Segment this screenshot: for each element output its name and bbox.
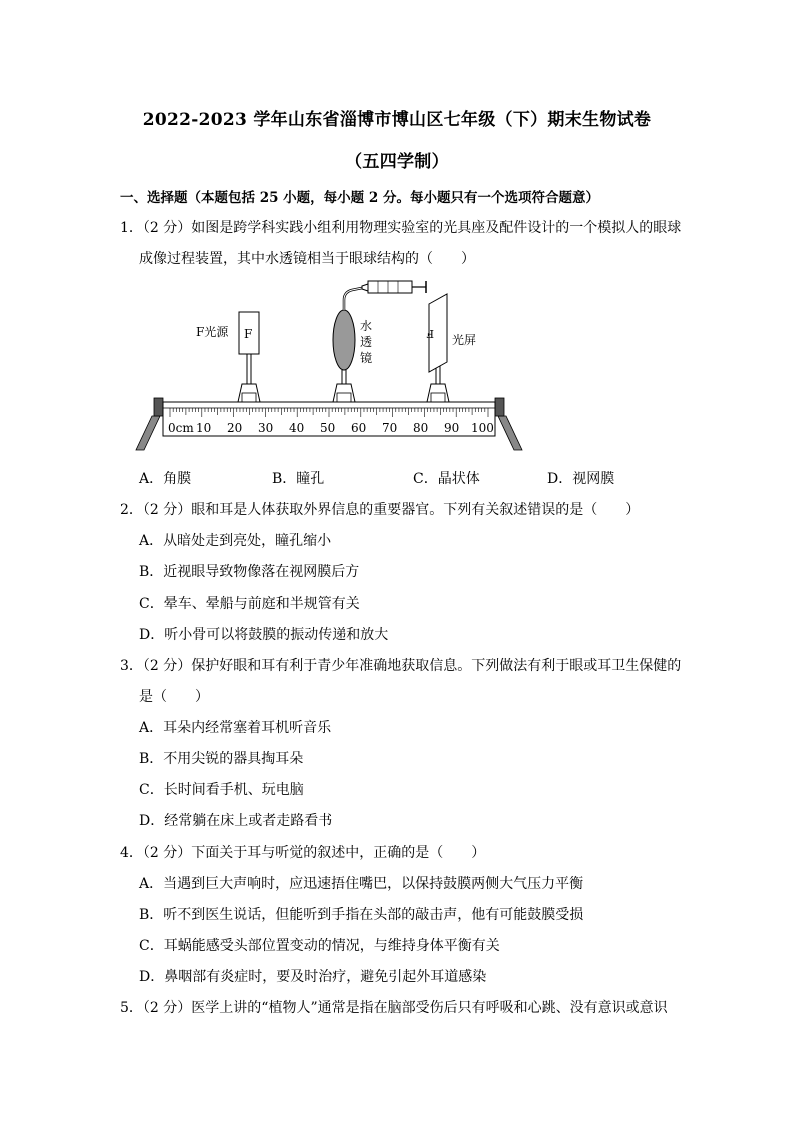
optical-bench-figure bbox=[130, 278, 530, 456]
bench-left-leg bbox=[136, 416, 160, 450]
option-d: D．经常躺在床上或者走路看书 bbox=[139, 813, 333, 829]
option-a: A．当遇到巨大声响时，应迅速捂住嘴巴，以保持鼓膜两侧大气压力平衡 bbox=[139, 876, 584, 892]
bench-right-end bbox=[495, 398, 504, 416]
exam-subtitle: （五四学制） bbox=[345, 152, 449, 172]
option-a: A．耳朵内经常塞着耳机听音乐 bbox=[139, 720, 332, 736]
question-3-line-2: 是（ ） bbox=[139, 689, 209, 705]
question-2-stem bbox=[120, 499, 639, 519]
exam-title: 2022-2023 学年山东省淄博市博山区七年级（下）期末生物试卷 bbox=[142, 110, 652, 130]
option-b: B．近视眼导致物像落在视网膜后方 bbox=[139, 564, 360, 580]
question-1-line-1 bbox=[120, 217, 681, 237]
scale-label-30: 30 bbox=[258, 421, 274, 435]
scale-label-100: 100 bbox=[471, 421, 494, 435]
screen-image-letter: F bbox=[426, 327, 434, 340]
section-heading: 一、选择题（本题包括 25 小题，每小题 2 分。每小题只有一个选项符合题意） bbox=[120, 190, 599, 206]
scale-label-50: 50 bbox=[320, 421, 336, 435]
lens-label-2: 透 bbox=[360, 335, 373, 349]
light-source-letter: F bbox=[244, 327, 253, 341]
scale-label-10: 10 bbox=[196, 421, 212, 435]
question-stem: 眼和耳是人体获取外界信息的重要器官。下列有关叙述错误的是（ ） bbox=[191, 502, 640, 518]
option-c: C．晕车、晕船与前庭和半规管有关 bbox=[139, 596, 360, 612]
question-number: 2． bbox=[120, 502, 143, 518]
scale-label-0: 0cm bbox=[168, 421, 194, 435]
question-4-stem bbox=[120, 842, 485, 862]
scale-label-80: 80 bbox=[413, 421, 429, 435]
question-score: （2 分） bbox=[142, 658, 192, 674]
question-1-line-2: 成像过程装置，其中水透镜相当于眼球结构的（ ） bbox=[139, 251, 475, 267]
question-stem: 医学上讲的“植物人”通常是指在脑部受伤后只有呼吸和心跳、没有意识或意识 bbox=[191, 1000, 668, 1016]
question-score: （2 分） bbox=[142, 1000, 192, 1016]
bench-left-end bbox=[154, 398, 163, 416]
lens-label-1: 水 bbox=[360, 319, 373, 333]
question-5-line-1 bbox=[120, 997, 668, 1017]
option-b: B．瞳孔 bbox=[272, 471, 325, 487]
question-score: （2 分） bbox=[142, 502, 192, 518]
lens-tube bbox=[344, 288, 362, 310]
option-d: D．听小骨可以将鼓膜的振动传递和放大 bbox=[139, 627, 389, 643]
question-score: （2 分） bbox=[142, 220, 192, 236]
syringe-barrel bbox=[368, 281, 412, 293]
question-number: 3． bbox=[120, 658, 143, 674]
option-a: A．角膜 bbox=[139, 471, 192, 487]
scale-label-60: 60 bbox=[351, 421, 367, 435]
question-3-line-1 bbox=[120, 655, 681, 675]
light-source-label: F光源 bbox=[196, 325, 229, 339]
lens-label-3: 镜 bbox=[360, 351, 373, 365]
scale-label-20: 20 bbox=[227, 421, 243, 435]
question-number: 5． bbox=[120, 1000, 143, 1016]
option-d: D．鼻咽部有炎症时，要及时治疗，避免引起外耳道感染 bbox=[139, 969, 487, 985]
question-stem: 下面关于耳与听觉的叙述中，正确的是（ ） bbox=[191, 845, 486, 861]
question-number: 1． bbox=[120, 220, 143, 236]
option-c: C．耳蜗能感受头部位置变动的情况，与维持身体平衡有关 bbox=[139, 938, 500, 954]
screen-label: 光屏 bbox=[452, 333, 477, 347]
scale-label-70: 70 bbox=[382, 421, 398, 435]
option-c: C．晶状体 bbox=[413, 471, 480, 487]
option-a: A．从暗处走到亮处，瞳孔缩小 bbox=[139, 533, 332, 549]
scale-label-90: 90 bbox=[444, 421, 460, 435]
question-stem: 如图是跨学科实践小组利用物理实验室的光具座及配件设计的一个模拟人的眼球 bbox=[191, 220, 682, 236]
question-score: （2 分） bbox=[142, 845, 192, 861]
option-d: D．视网膜 bbox=[547, 471, 615, 487]
option-b: B．听不到医生说话，但能听到手指在头部的敲击声，他有可能鼓膜受损 bbox=[139, 907, 584, 923]
scale-label-40: 40 bbox=[289, 421, 305, 435]
option-c: C．长时间看手机、玩电脑 bbox=[139, 782, 304, 798]
option-b: B．不用尖锐的器具掏耳朵 bbox=[139, 751, 304, 767]
question-stem: 保护好眼和耳有利于青少年准确地获取信息。下列做法有利于眼或耳卫生保健的 bbox=[191, 658, 682, 674]
question-number: 4． bbox=[120, 845, 143, 861]
bench-right-leg bbox=[498, 416, 522, 450]
water-lens bbox=[333, 310, 355, 370]
